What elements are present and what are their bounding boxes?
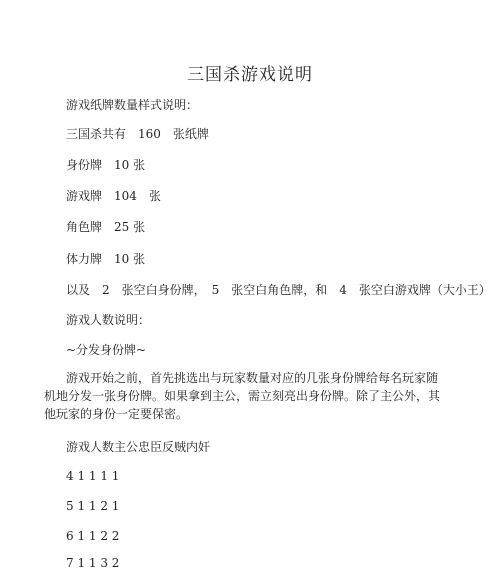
- card-heading: 游戏纸牌数量样式说明：: [66, 98, 199, 112]
- player-table-row: 6 1 1 2 2: [66, 529, 120, 543]
- identity-cards-line: 身份牌 10 张: [66, 158, 146, 172]
- player-table-row: 4 1 1 1 1: [66, 469, 120, 483]
- player-table-row: 7 1 1 3 2: [66, 556, 120, 570]
- player-table-row: 5 1 1 2 1: [66, 499, 120, 513]
- distribute-heading: ~分发身份牌~: [66, 343, 147, 357]
- game-cards-line: 游戏牌 104 张: [66, 189, 161, 203]
- player-table-header: 游戏人数主公忠臣反贼内奸: [66, 440, 211, 454]
- rules-paragraph: [44, 369, 444, 423]
- players-heading: 游戏人数说明：: [66, 313, 151, 327]
- total-cards-line: 三国杀共有 160 张纸牌: [66, 127, 209, 141]
- role-cards-line: 角色牌 25 张: [66, 220, 146, 234]
- health-cards-line: 体力牌 10 张: [66, 252, 146, 266]
- rules-paragraph-text: 游戏开始之前，首先挑选出与玩家数量对应的几张身份牌给每名玩家随机地分发一张身份牌。如果拿到主公，需立刻亮出身份牌。除了主公外，其他玩家的身份一定要保密。: [44, 371, 441, 421]
- document-title: 三国杀游戏说明: [187, 65, 313, 85]
- blank-cards-line: 以及 2 张空白身份牌， 5 张空白角色牌，和 4 张空白游戏牌（大小王）: [66, 283, 491, 297]
